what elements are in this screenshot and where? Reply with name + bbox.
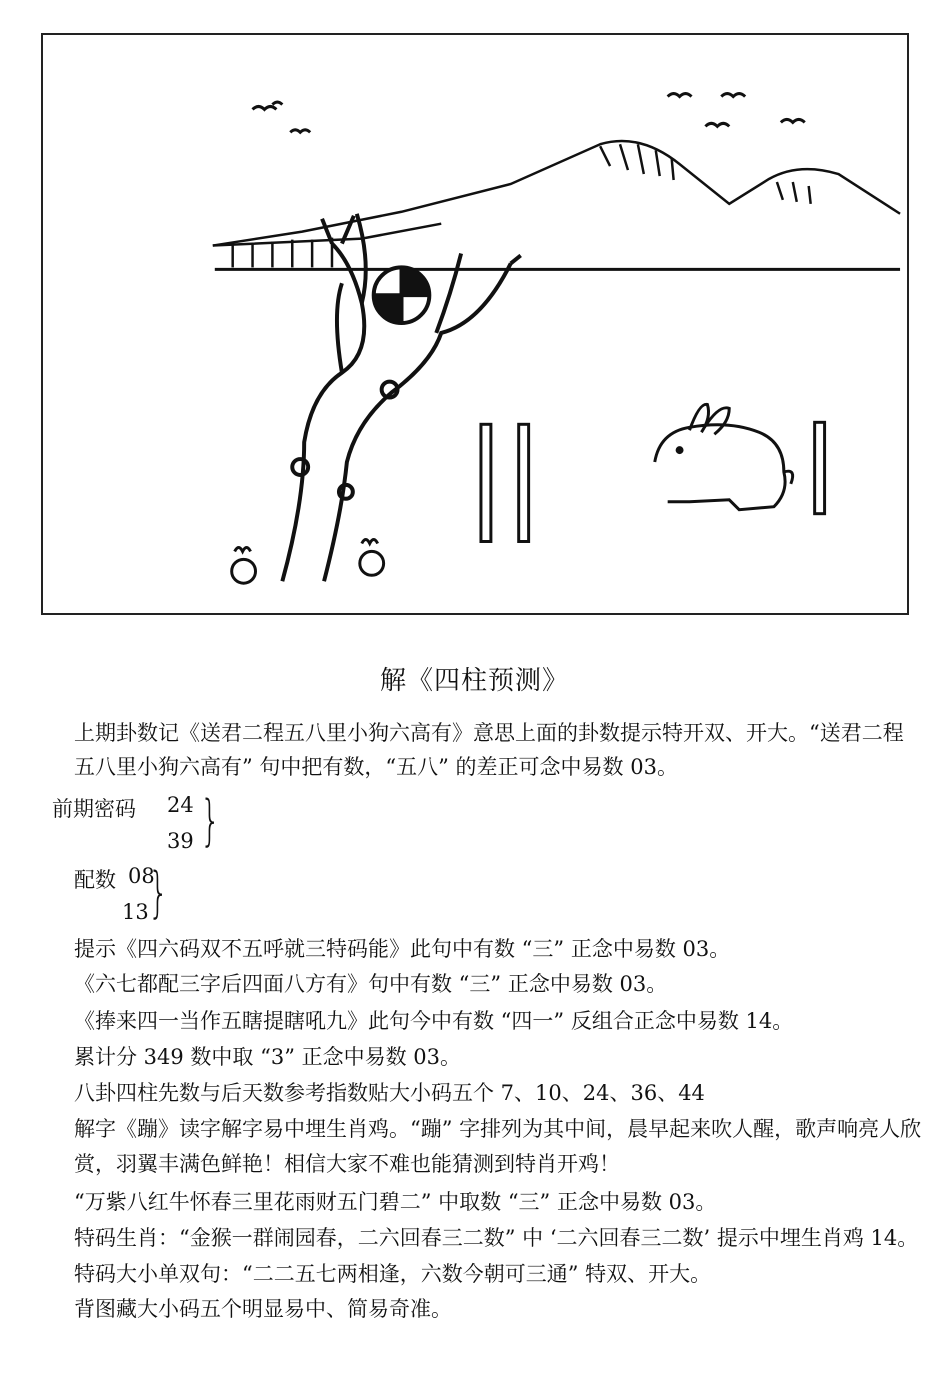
text-line: 特码大小单双句：“二二五七两相逢，六数今朝可三通” 特双、开大。: [74, 1262, 712, 1286]
text-line: “万紫八红牛怀春三里花雨财五门碧二” 中取数 “三” 正念中易数 03。: [74, 1190, 717, 1214]
pairing-number: 13: [122, 900, 149, 924]
text-line: 《捧来四一当作五瞎提瞎吼九》此句今中有数 “四一” 反组合正念中易数 14。: [74, 1009, 794, 1033]
mountain-icon: [213, 141, 900, 269]
previous-code-label: 前期密码: [52, 797, 136, 821]
previous-code-number: 39: [167, 829, 194, 853]
pairing-number: 08: [128, 864, 155, 888]
text-line: 《六七都配三字后四面八方有》句中有数 “三” 正念中易数 03。: [74, 972, 668, 996]
brace-icon: }: [148, 861, 169, 924]
text-line: 背图藏大小码五个明显易中、简易奇准。: [74, 1297, 452, 1321]
pairing-label: 配数: [74, 868, 116, 892]
ball-icon: [374, 267, 430, 323]
text-line: 八卦四柱先数与后天数参考指数贴大小码五个 7、10、24、36、44: [74, 1081, 705, 1105]
fruit-icon: [232, 540, 384, 584]
text-line: 提示《四六码双不五呼就三特码能》此句中有数 “三” 正念中易数 03。: [74, 937, 731, 961]
text-line: 解字《蹦》读字解字易中埋生肖鸡。“蹦” 字排列为其中间，晨早起来吹人醒，歌声响亮人欣: [74, 1117, 922, 1141]
bird-icon: [253, 94, 805, 133]
rabbit-icon: [655, 404, 793, 509]
text-line: 特码生肖：“金猴一群闹园春，二六回春三二数” 中 ‘二六回春三二数’ 提示中埋生肖鸡 14。: [74, 1226, 919, 1250]
illustration: [43, 35, 907, 613]
intro-paragraph: 上期卦数记《送君二程五八里小狗六高有》意思上面的卦数提示特开双、开大。“送君二程五八里小狗六高有” 句中把有数，“五八” 的差正可念中易数 03。: [74, 721, 904, 779]
illustration-frame: [41, 33, 909, 615]
text-line: 累计分 349 数中取 “3” 正念中易数 03。: [74, 1045, 462, 1069]
page-title: 解《四柱预测》: [379, 666, 569, 696]
previous-code-number: 24: [167, 793, 194, 817]
brace-icon: }: [200, 789, 221, 852]
text-line: 赏，羽翼丰满色鲜艳！相信大家不难也能猜测到特肖开鸡！: [74, 1152, 620, 1176]
